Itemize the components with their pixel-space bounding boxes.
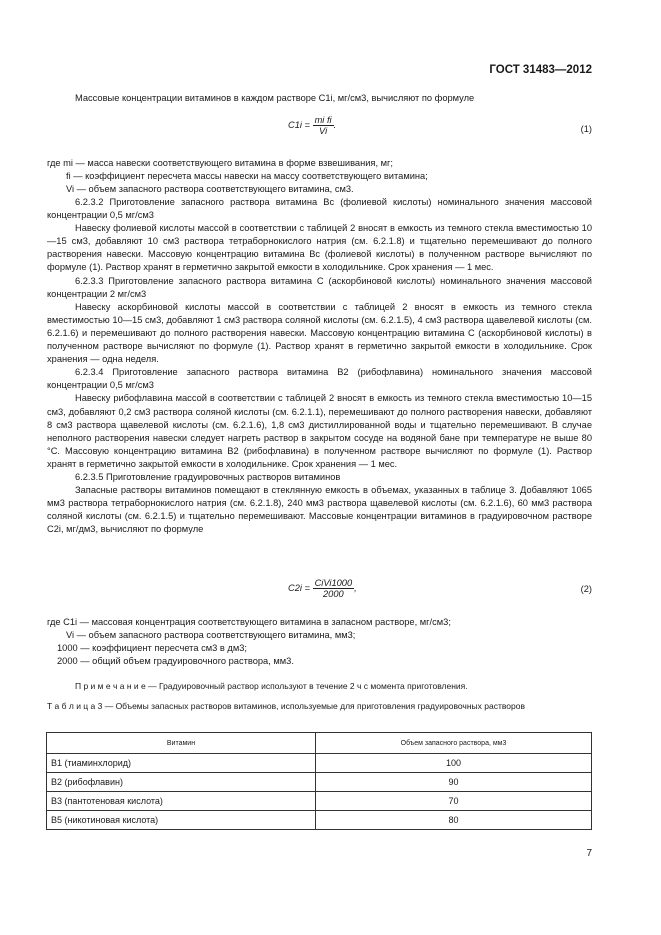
- table-row: [47, 773, 592, 792]
- body-section: 6.2.3.2 Приготовление запасного раствора витамина Bc (фолиевой кислоты) номинального значения массовой концентрации 0,5 мг/см3 Навеску фолиевой кислоты массой в соответствии с таблицей 2 вносят в емкость из темного стекла вместимостью 10—15 см3, добавляют 10 см3 раствора тетраборнокислого натрия (см. 6.2.1.8) и тщательно перемешивают до полного растворения навески. Массовую концентрацию витамина Bc (фолиевой кислоты) в полученном растворе вычисляют по формуле (1). Раствор хранят в герметично закрытой емкости в холодильнике. Срок хранения — 1 мес. 6.2.3.3 Приготовление запасного раствора витамина С (аскорбиновой кислоты) номинального значения массовой концентрации 2 мг/см3 Навеску аскорбиновой кислоты массой в соответствии с таблицей 2 вносят в емкость из темного стекла вместимостью 10—15 см3, добавляют 1 см3 раствора соляной кислоты (см. 6.2.1.5), 4 см3 раствора щавелевой кислоты (см. 6.2.1.6) и перемешивают до полного растворения навески. Массовую концентрацию витамина С (аскорбиновой кислоты) в полученном растворе вычисляют по формуле (1). Раствор хранят в герметично закрытой емкости в холодильнике. Срок хранения — одна неделя. 6.2.3.4 Приготовление запасного раствора витамина B2 (рибофлавина) номинального значения массовой концентрации 0,5 мг/см3 Навеску рибофлавина массой в соответствии с таблицей 2 вносят в емкость из темного стекла вместимостью 10—15 см3, добавляют 0,2 см3 раствора соляной кислоты (см. 6.2.1.1), перемешивают до полного растворения навески, добавляют 8 см3 раствора щавелевой кислоты (см. 6.2.1.6), 1,8 см3 дистиллированной воды и тщательно перемешивают. В случае неполного растворения навески следует нагреть раствор в закрытом сосуде на водяной бане при температуре не выше 80 °С. Массовую концентрацию витамина B2 (рибофлавина) в полученном растворе вычисляют по формуле (1). Раствор хранят в герметично закрытой емкости в холодильнике. Срок хранения — 1 мес. 6.2.3.5 Приготовление градуировочных растворов витаминов Запасные растворы витаминов помещают в стеклянную емкость в объемах, указанных в таблице 3. Добавляют 1065 мм3 раствора тетраборнокислого натрия (см. 6.2.1.8), 240 мм3 раствора щавелевой кислоты (см. 6.2.1.6), 60 мм3 раствора соляной кислоты (см. 6.2.1.5) и тщательно перемешивают. Массовые концентрации витаминов в градуировочном растворе C2i, мг/дм3, вычисляют по формуле: [47, 197, 592, 535]
- definitions-2: где C1i — массовая концентрация соответствующего витамина в запасном растворе, мг/см3; Vi — объем запасного раствора соответствующего витамина, мм3; 1000 — коэффициент пересчета см3 в дм3; 2000 — общий объем градуировочного раствора, мм3.: [47, 617, 451, 667]
- volume-cell: 90: [316, 773, 592, 792]
- page-number: 7: [586, 848, 592, 859]
- formula-1: C1i = $\frac{\text{mi fi}}{Vi}$ .: [288, 115, 337, 136]
- table-row: [47, 792, 592, 811]
- volume-cell: 70: [316, 792, 592, 811]
- formula-1-number: (1): [580, 124, 592, 134]
- formula-2: C2i = $\frac{\text{CiVi1000}}{2000}$ ,: [288, 578, 357, 599]
- intro-text: Массовые концентрации витаминов в каждом растворе C1i, мг/см3, вычисляют по формуле: [75, 93, 475, 103]
- standard-header: ГОСТ 31483—2012: [489, 64, 592, 76]
- vitamin-cell: B3 (пантотеновая кислота): [47, 792, 316, 811]
- vitamin-cell: B2 (рибофлавин): [47, 773, 316, 792]
- definitions-1: где mi — масса навески соответствующего витамина в форме взвешивания, мг; fi — коэффициент пересчета массы навески на массу соответствующего витамина; Vi — объем запасного раствора соответствующего витамина, см3.: [47, 158, 428, 195]
- formula-2-number: (2): [580, 584, 592, 594]
- vitamin-cell: B5 (никотиновая кислота): [47, 811, 316, 830]
- column-header: Витамин: [47, 733, 316, 754]
- volume-cell: 100: [316, 754, 592, 773]
- table-caption: Т а б л и ц а 3 — Объемы запасных растворов витаминов, используемые для приготовления градуировочных растворов: [47, 701, 525, 711]
- vitamins-table: [46, 732, 592, 830]
- table-row: [47, 754, 592, 773]
- column-header: Объем запасного раствора, мм3: [316, 733, 592, 754]
- table-header-row: [47, 733, 592, 754]
- table-row: [47, 811, 592, 830]
- vitamin-cell: B1 (тиаминхлорид): [47, 754, 316, 773]
- note: П р и м е ч а н и е — Градуировочный раствор используют в течение 2 ч с момента приготовления.: [75, 681, 468, 691]
- volume-cell: 80: [316, 811, 592, 830]
